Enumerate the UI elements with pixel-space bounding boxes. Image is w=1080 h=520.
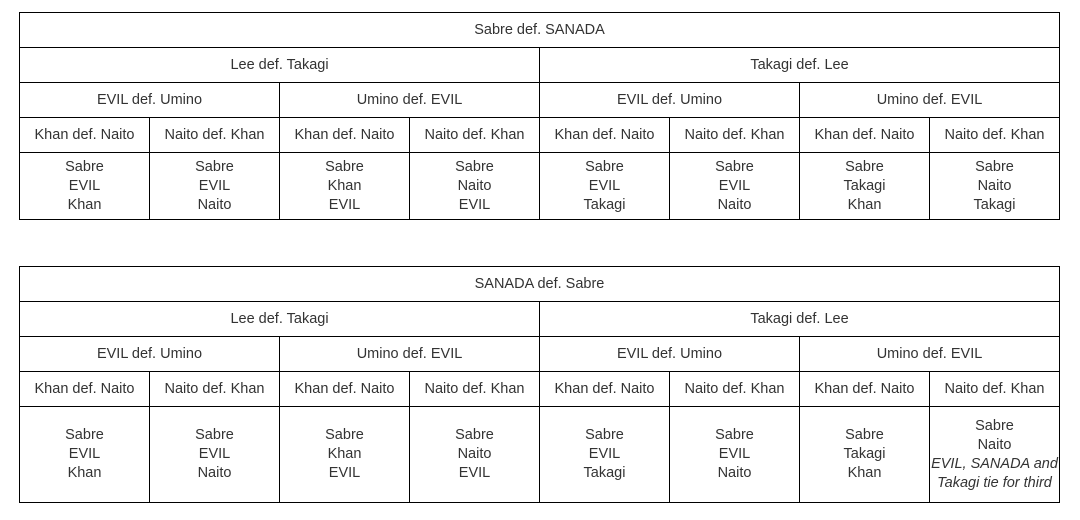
standing-third: Khan: [847, 465, 882, 481]
standing-first: Sabre: [975, 417, 1014, 434]
standing-second: Takagi: [843, 446, 886, 462]
standing-first: Sabre: [715, 427, 754, 443]
standing-third: Takagi: [583, 196, 626, 213]
standing-second: Naito: [457, 177, 492, 194]
match-result-cell: Khan def. Naito: [800, 118, 930, 153]
match-result-cell: Takagi def. Lee: [540, 48, 1060, 83]
standing-first: Sabre: [325, 158, 364, 175]
scenario-table-sanada-wins: [19, 266, 1060, 503]
standing-third: Naito: [717, 196, 752, 213]
match-result-cell: Umino def. EVIL: [800, 83, 1060, 118]
match-result-cell: Naito def. Khan: [930, 118, 1060, 153]
standing-second: EVIL: [718, 177, 751, 194]
standing-first: Sabre: [845, 158, 884, 175]
standing-first: Sabre: [195, 158, 234, 175]
standings-cell: [670, 407, 800, 503]
standing-third: Khan: [847, 196, 882, 213]
standing-second: EVIL: [588, 446, 621, 462]
standings-cell: [280, 153, 410, 220]
standings-cell: [800, 153, 930, 220]
standings-cell: [150, 407, 280, 503]
match-result-cell: Lee def. Takagi: [20, 302, 540, 337]
match-result-cell: Khan def. Naito: [800, 372, 930, 407]
match-result-cell: EVIL def. Umino: [540, 337, 800, 372]
standings-cell: [930, 407, 1060, 503]
scenario-table-sabre-wins: [19, 12, 1060, 220]
match-result-cell: Umino def. EVIL: [800, 337, 1060, 372]
standing-second: Naito: [977, 177, 1012, 194]
match-result-cell: Naito def. Khan: [150, 372, 280, 407]
standing-second: EVIL: [198, 446, 231, 462]
standing-third: Naito: [197, 196, 232, 213]
match-result-cell: Khan def. Naito: [20, 118, 150, 153]
match-result-cell: Naito def. Khan: [930, 372, 1060, 407]
standings-cell: [540, 407, 670, 503]
standings-cell: [930, 153, 1060, 220]
standing-third: Khan: [67, 465, 102, 481]
match-result-cell: Khan def. Naito: [20, 372, 150, 407]
standings-cell: [20, 153, 150, 220]
standing-third: Takagi: [973, 196, 1016, 213]
standing-first: Sabre: [65, 158, 104, 175]
standing-third: EVIL: [458, 465, 491, 481]
standings-cell: [410, 153, 540, 220]
standing-second: EVIL: [68, 177, 101, 194]
standing-third: EVIL: [328, 196, 361, 213]
standing-second: EVIL: [198, 177, 231, 194]
standing-second: Naito: [457, 446, 492, 462]
standing-second: EVIL: [68, 446, 101, 462]
standing-first: Sabre: [455, 158, 494, 175]
standing-third: EVIL: [328, 465, 361, 481]
match-result-cell: EVIL def. Umino: [540, 83, 800, 118]
match-result-cell: Naito def. Khan: [670, 118, 800, 153]
match-result-cell: Naito def. Khan: [410, 372, 540, 407]
standings-cell: [20, 407, 150, 503]
standing-third: Naito: [197, 465, 232, 481]
standing-first: Sabre: [455, 427, 494, 443]
standing-first: Sabre: [325, 427, 364, 443]
standings-cell: [150, 153, 280, 220]
match-result-cell: Umino def. EVIL: [280, 83, 540, 118]
match-result-cell: Khan def. Naito: [280, 118, 410, 153]
match-result-cell: Naito def. Khan: [410, 118, 540, 153]
standing-second: Khan: [327, 177, 362, 194]
standings-cell: [670, 153, 800, 220]
table-title: SANADA def. Sabre: [20, 267, 1060, 302]
standing-first: Sabre: [585, 427, 624, 443]
standing-first: Sabre: [975, 158, 1014, 175]
standing-third: Naito: [717, 465, 752, 481]
match-result-cell: Umino def. EVIL: [280, 337, 540, 372]
standing-first: Sabre: [845, 427, 884, 443]
standing-second: Khan: [327, 446, 362, 462]
match-result-cell: Khan def. Naito: [540, 372, 670, 407]
match-result-cell: EVIL def. Umino: [20, 83, 280, 118]
standing-second: EVIL: [718, 446, 751, 462]
standings-cell: [280, 407, 410, 503]
standing-third: EVIL: [458, 196, 491, 213]
standing-second: EVIL: [588, 177, 621, 194]
standing-first: Sabre: [585, 158, 624, 175]
match-result-cell: Lee def. Takagi: [20, 48, 540, 83]
standing-third-tie-note: EVIL, SANADA and Takagi tie for third: [931, 455, 1058, 491]
table-title: Sabre def. SANADA: [20, 13, 1060, 48]
standing-second: Takagi: [843, 177, 886, 194]
match-result-cell: Takagi def. Lee: [540, 302, 1060, 337]
standing-third: Takagi: [583, 465, 626, 481]
standing-first: Sabre: [65, 427, 104, 443]
standing-first: Sabre: [715, 158, 754, 175]
standings-cell: [540, 153, 670, 220]
standing-first: Sabre: [195, 427, 234, 443]
match-result-cell: Khan def. Naito: [280, 372, 410, 407]
standings-cell: [410, 407, 540, 503]
standings-cell: [800, 407, 930, 503]
match-result-cell: EVIL def. Umino: [20, 337, 280, 372]
match-result-cell: Naito def. Khan: [150, 118, 280, 153]
match-result-cell: Naito def. Khan: [670, 372, 800, 407]
match-result-cell: Khan def. Naito: [540, 118, 670, 153]
standing-third: Khan: [67, 196, 102, 213]
standing-second: Naito: [977, 436, 1012, 453]
